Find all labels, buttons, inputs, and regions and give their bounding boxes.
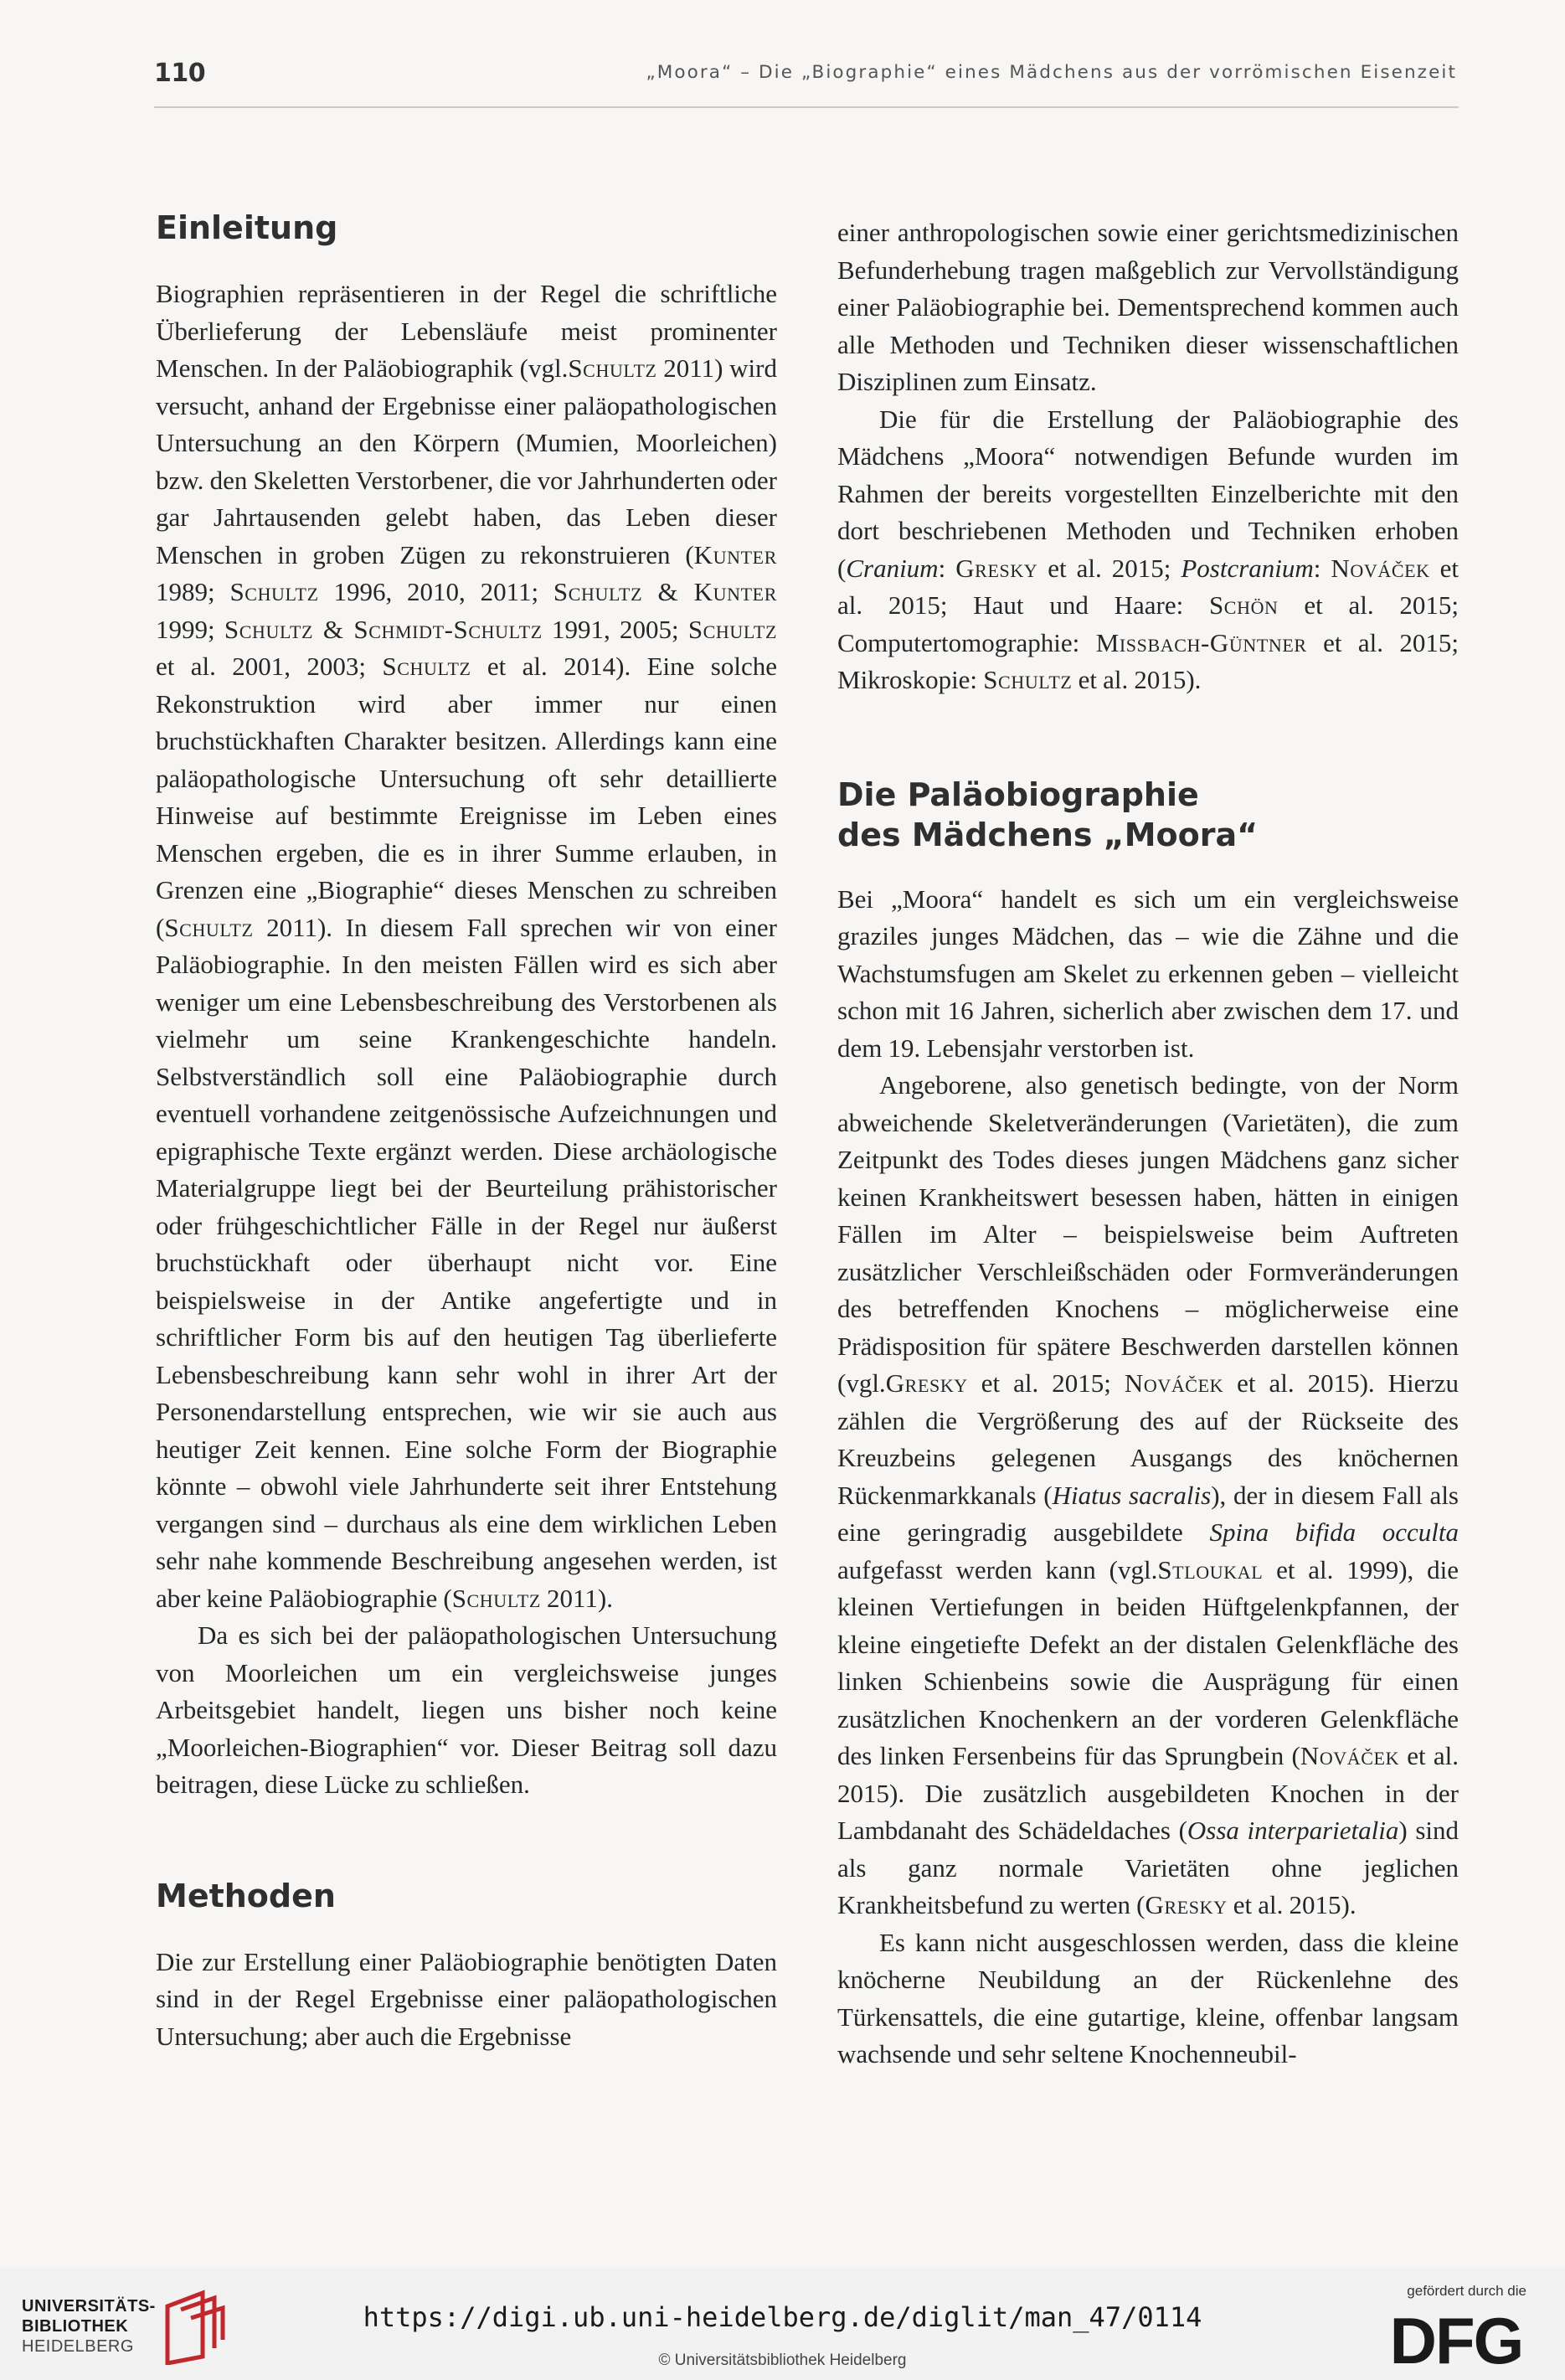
heading-methoden: Methoden [156, 1877, 336, 1914]
methods-paragraph-1-cont: einer anthropologischen sowie einer gerichtsmedizinischen Befunderhebung tragen maßgeblich zur Vervollständigung einer Paläobiographie bei. Dementsprechend kommen auch alle Methoden und Techniken dieser wissenschaftlichen Disziplinen zum Einsatz. [837, 218, 1459, 396]
viewer-footer [0, 2268, 1565, 2380]
methods-paragraph-2: Die für die Erstellung der Paläobiographie des Mädchens „Moora“ notwendigen Befunde wurden im Rahmen der bereits vorgestellten Einzelberichte mit den dort beschriebenen Methoden und Techniken erhoben (Cranium: Gresky et al. 2015; Postcranium: Nováček et al. 2015; Haut und Haare: Schön et al. 2015; Computertomographie: Missbach-Güntner et al. 2015; Mikroskopie: Schultz et al. 2015). [837, 404, 1459, 694]
svg-text:DFG: DFG [1389, 2305, 1523, 2370]
bio-paragraph-3: Es kann nicht ausgeschlossen werden, dass die kleine knöcherne Neubildung an der Rückenlehne des Türkensattels, die eine gutartige, kleine, offenbar langsam wachsende und sehr seltene Knochenneubil- [837, 1927, 1459, 2068]
methods-paragraph-1: Die zur Erstellung einer Paläobiographie benötigten Daten sind in der Regel Ergebnisse einer paläopathologischen Untersuchung; aber auch die Ergebnisse [156, 1946, 777, 2051]
right-column [837, 214, 1459, 2073]
heading-einleitung: Einleitung [156, 209, 338, 246]
page-number: 110 [154, 59, 206, 88]
bio-paragraph-1: Bei „Moora“ handelt es sich um ein vergleichsweise graziles junges Mädchen, das – wie die Zähne und die Wachstumsfugen am Skelet zu erkennen geben – vielleicht schon mit 16 Jahren, sicherlich aber zwischen dem 17. und dem 19. Lebensjahr verstorben ist. [837, 883, 1459, 1063]
left-column [156, 208, 777, 2055]
library-name: UNIVERSITÄTS- BIBLIOTHEK HEIDELBERG [22, 2297, 156, 2356]
running-title: „Moora“ – Die „Biographie“ eines Mädchens aus der vorrömischen Eisenzeit [646, 62, 1457, 83]
heading-palaeobiographie: Die Paläobiographie des Mädchens „Moora“ [837, 775, 1259, 853]
header-rule [154, 106, 1459, 108]
permalink-url[interactable]: https://digi.ub.uni-heidelberg.de/diglit/man_47/0114 [363, 2301, 1202, 2333]
intro-paragraph-1: Biographien repräsentieren in der Regel die schriftliche Überlieferung der Lebensläufe meist prominenter Menschen. In der Paläobiographik (vgl.Schultz 2011) wird versucht, anhand der Ergebnisse einer paläopathologischen Untersuchung an den Körpern (Mumien, Moorleichen) bzw. den Skeletten Verstorbener, die vor Jahrhunderten oder gar Jahrtausenden gelebt haben, das Leben dieser Menschen in groben Zügen zu rekonstruieren (Kunter 1989; Schultz 1996, 2010, 2011; Schultz & Kunter 1999; Schultz & Schmidt-Schultz 1991, 2005; Schultz et al. 2001, 2003; Schultz et al. 2014). Eine solche Rekonstruktion wird aber immer nur einen bruchstückhaften Charakter besitzen. Allerdings kann eine paläopathologische Untersuchung oft sehr detaillierte Hinweise auf bestimmte Ereignisse im Leben eines Menschen ergeben, die es in ihrer Summe erlauben, in Grenzen eine „Biographie“ dieses Menschen zu schreiben (Schultz 2011). In diesem Fall sprechen wir von einer Paläobiographie. In den meisten Fällen wird es sich aber weniger um eine Lebensbeschreibung des Verstorbenen als vielmehr um seine Krankengeschichte handeln. Selbstverständlich soll eine Paläobiographie durch eventuell vorhandene zeitgenössische Aufzeichnungen und epigraphische Texte ergänzt werden. Diese archäologische Materialgruppe liegt bei der Beurteilung prähistorischer oder frühgeschichtlicher Fälle in der Regel nur äußerst bruchstückhaft oder überhaupt nicht vor. Eine beispielsweise in der Antike angefertigte und in schriftlicher Form bis auf den heutigen Tag überlieferte Lebensbeschreibung kann sehr wohl in ihrer Art der Personendarstellung entsprechen, wie wir sie auch aus heutiger Zeit kennen. Eine solche Form der Biographie könnte – obwohl viele Jahrhunderte seit ihrer Entstehung vergangen sind – durchaus als eine dem wirklichen Leben sehr nahe kommende Beschreibung angesehen werden, ist aber keine Paläobiographie (Schultz 2011). [156, 279, 777, 1613]
funding-caption: gefördert durch die [1407, 2283, 1526, 2299]
intro-paragraph-2: Da es sich bei der paläopathologischen Untersuchung von Moorleichen um ein vergleichsweise junges Arbeitsgebiet handelt, liegen uns bisher noch keine „Moorleichen-Biographien“ vor. Dieser Beitrag soll dazu beitragen, diese Lücke zu schließen. [156, 1620, 777, 1799]
copyright-notice: © Universitätsbibliothek Heidelberg [658, 2352, 907, 2369]
dfg-logo [1384, 2305, 1528, 2370]
bio-paragraph-2: Angeborene, also genetisch bedingte, von der Norm abweichende Skeletveränderungen (Varietäten), die zum Zeitpunkt des Todes dieses jungen Mädchens ganz sicher keinen Krankheitswert besessen haben, hätten in einigen Fällen im Alter – beispielsweise beim Auftreten zusätzlicher Verschleißschäden oder Formveränderungen des betreffenden Knochens – möglicherweise eine Prädisposition für spätere Beschwerden darstellen können (vgl.Gresky et al. 2015; Nováček et al. 2015). Hierzu zählen die Vergrößerung des auf der Rückseite des Kreuzbeins gelegenen Ausgangs des knöchernen Rückenmarkkanals (Hiatus sacralis), der in diesem Fall als eine geringradig ausgebildete Spina bifida occulta aufgefasst werden kann (vgl.Stloukal et al. 1999), die kleinen Vertiefungen in beiden Hüftgelenkpfannen, der kleine eingetiefte Defekt an der distalen Gelenkfläche des linken Schienbeins sowie die Ausprägung für einen zusätzlichen Knochenkern an der vorderen Gelenkfläche des linken Fersenbeins für das Sprungbein (Nováček et al. 2015). Die zusätzlich ausgebildeten Knochen in der Lambdanaht des Schädeldaches (Ossa interparietalia) sind als ganz normale Varietäten ohne jeglichen Krankheitsbefund zu werten (Gresky et al. 2015). [837, 1070, 1459, 1919]
